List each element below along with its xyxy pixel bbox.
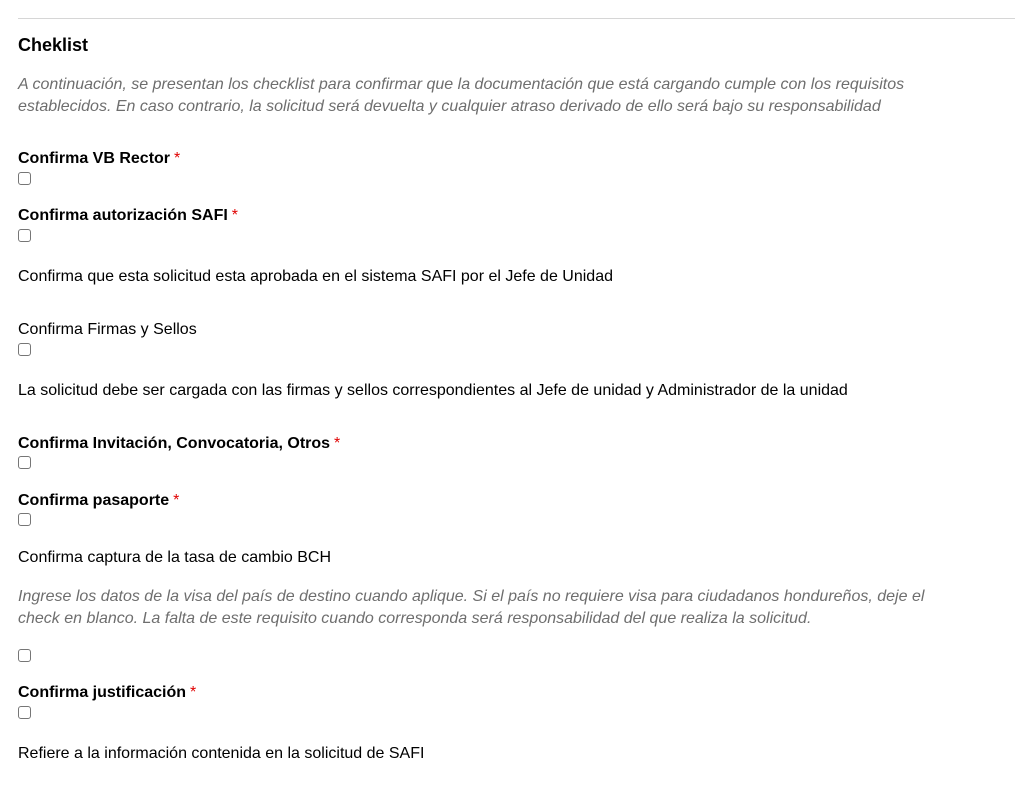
justificacion-label-text: Confirma justificación bbox=[18, 684, 187, 701]
justificacion-label bbox=[18, 683, 196, 703]
justificacion-help: Refiere a la información contenida en la solicitud de SAFI bbox=[18, 745, 425, 762]
autorizacion-safi-label-text: Confirma autorización SAFI bbox=[18, 207, 228, 224]
checklist-intro bbox=[18, 74, 904, 118]
required-marker: * bbox=[173, 492, 180, 509]
invitacion-label-text: Confirma Invitación, Convocatoria, Otros bbox=[18, 435, 331, 452]
firmas-sellos-checkbox[interactable] bbox=[18, 343, 31, 356]
required-marker: * bbox=[334, 435, 341, 452]
required-marker: * bbox=[231, 207, 239, 224]
visa-hint-line-2: check en blanco. La falta de este requisito cuando corresponda será responsabilidad del que realiza la solicitud. bbox=[18, 610, 812, 627]
pasaporte-label-text: Confirma pasaporte bbox=[18, 492, 170, 509]
invitacion-checkbox[interactable] bbox=[18, 456, 31, 469]
vb-rector-label-text: Confirma VB Rector bbox=[18, 150, 171, 167]
vb-rector-label bbox=[18, 149, 180, 169]
checklist-title: Cheklist bbox=[18, 35, 89, 55]
justificacion-checkbox[interactable] bbox=[18, 706, 31, 719]
autorizacion-safi-checkbox[interactable] bbox=[18, 229, 31, 242]
pasaporte-label bbox=[18, 491, 179, 511]
firmas-sellos-label: Confirma Firmas y Sellos bbox=[18, 321, 197, 338]
invitacion-label bbox=[18, 434, 340, 454]
vb-rector-checkbox[interactable] bbox=[18, 172, 31, 185]
pasaporte-checkbox[interactable] bbox=[18, 513, 31, 526]
checklist-intro-line-2: establecidos. En caso contrario, la solicitud será devuelta y cualquier atraso derivado de ello será bajo su responsabilidad bbox=[18, 98, 881, 115]
visa-checkbox[interactable] bbox=[18, 649, 31, 662]
tasa-cambio-label: Confirma captura de la tasa de cambio BCH bbox=[18, 549, 332, 566]
section-divider bbox=[18, 18, 1015, 19]
visa-hint-line-1: Ingrese los datos de la visa del país de destino cuando aplique. Si el país no requiere visa para ciudadanos hondureños, deje el bbox=[18, 588, 925, 605]
visa-hint bbox=[18, 586, 924, 630]
firmas-sellos-help: La solicitud debe ser cargada con las firmas y sellos correspondientes al Jefe de unidad y Administrador de la unidad bbox=[18, 382, 848, 399]
required-marker: * bbox=[190, 684, 197, 701]
autorizacion-safi-help: Confirma que esta solicitud esta aprobada en el sistema SAFI por el Jefe de Unidad bbox=[18, 268, 613, 285]
required-marker: * bbox=[174, 150, 181, 167]
checklist-intro-line-1: A continuación, se presentan los checklist para confirmar que la documentación que está cargando cumple con los requisitos bbox=[18, 76, 905, 93]
autorizacion-safi-label bbox=[18, 206, 238, 226]
